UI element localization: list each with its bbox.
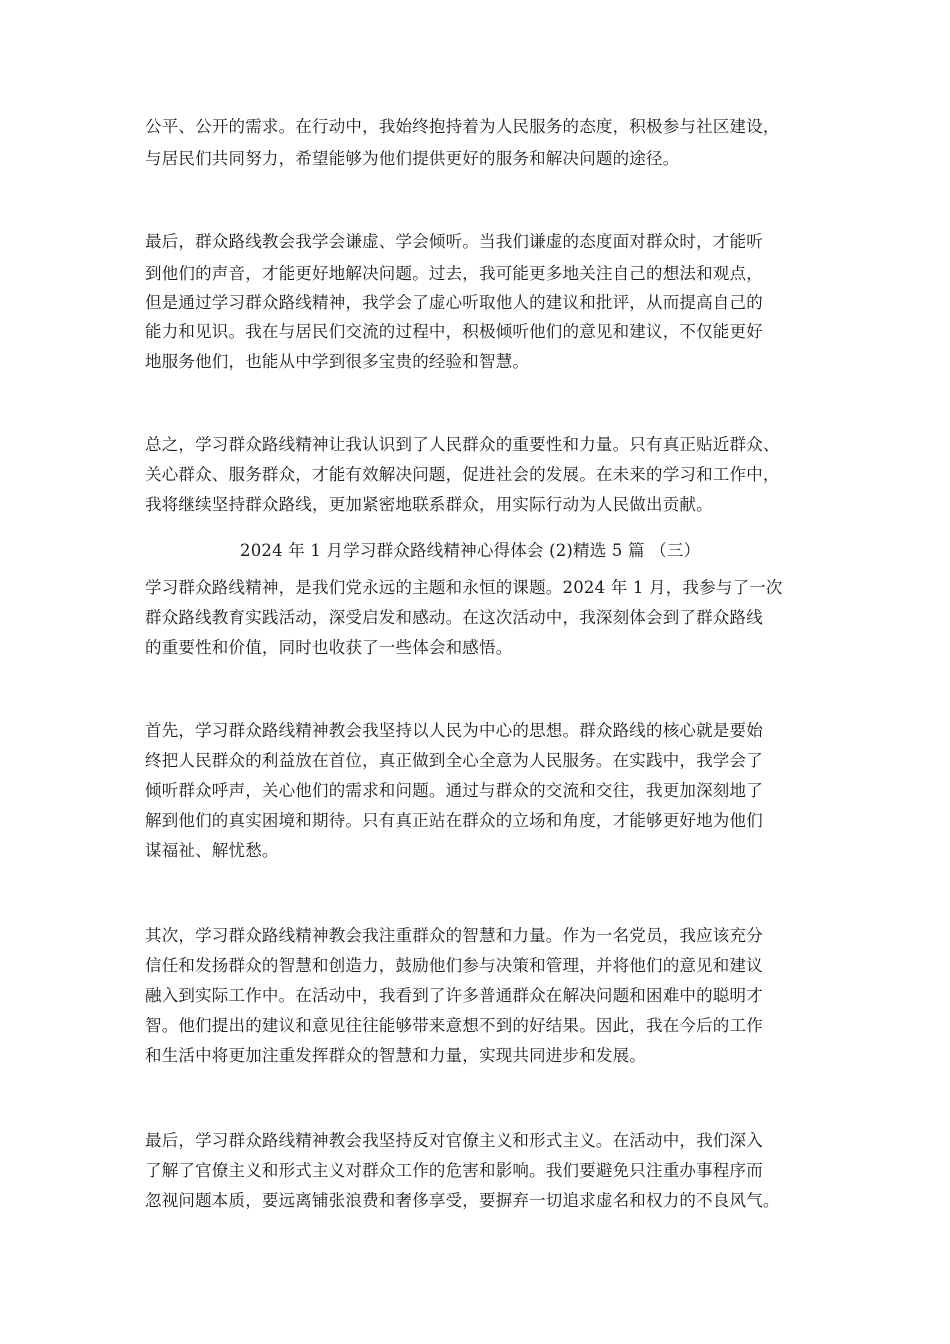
text-line: 首先，学习群众路线精神教会我坚持以人民为中心的思想。群众路线的核心就是要始 [145,721,763,740]
text-line: 的重要性和价值，同时也收获了一些体会和感悟。 [145,638,513,657]
text-line: 了解了官僚主义和形式主义对群众工作的危害和影响。我们要避免只注重办事程序而 [145,1161,763,1180]
text-line: 但是通过学习群众路线精神，我学会了虚心听取他人的建议和批评，从而提高自己的 [145,293,763,312]
text-line: 我将继续坚持群众路线，更加紧密地联系群众，用实际行动为人民做出贡献。 [145,495,713,514]
text-line: 与居民们共同努力，希望能够为他们提供更好的服务和解决问题的途径。 [145,149,680,168]
text-line: 地服务他们，也能从中学到很多宝贵的经验和智慧。 [145,352,530,371]
text-line: 忽视问题本质，要远离铺张浪费和奢侈享受，要摒弃一切追求虚名和权力的不良风气。 [145,1191,780,1210]
text-line: 终把人民群众的利益放在首位，真正做到全心全意为人民服务。在实践中，我学会了 [145,751,763,770]
text-line: 最后，群众路线教会我学会谦虚、学会倾听。当我们谦虚的态度面对群众时，才能听 [145,232,763,251]
text-line: 信任和发扬群众的智慧和创造力，鼓励他们参与决策和管理，并将他们的意见和建议 [145,956,763,975]
text-line: 其次，学习群众路线精神教会我注重群众的智慧和力量。作为一名党员，我应该充分 [145,926,763,945]
text-line: 和生活中将更加注重发挥群众的智慧和力量，实现共同进步和发展。 [145,1046,646,1065]
section-title: 2024 年 1 月学习群众路线精神心得体会 (2)精选 5 篇 （三） [240,541,701,560]
text-line: 谋福祉、解忧愁。 [145,841,279,860]
text-line: 关心群众、服务群众，才能有效解决问题，促进社会的发展。在未来的学习和工作中， [145,465,780,484]
text-line: 公平、公开的需求。在行动中，我始终抱持着为人民服务的态度，积极参与社区建设， [145,117,780,136]
text-line: 到他们的声音，才能更好地解决问题。过去，我可能更多地关注自己的想法和观点， [145,264,763,283]
text-line: 总之，学习群众路线精神让我认识到了人民群众的重要性和力量。只有真正贴近群众、 [145,435,780,454]
text-line: 最后，学习群众路线精神教会我坚持反对官僚主义和形式主义。在活动中，我们深入 [145,1131,763,1150]
text-line: 融入到实际工作中。在活动中，我看到了许多普通群众在解决问题和困难中的聪明才 [145,986,763,1005]
text-line: 能力和见识。我在与居民们交流的过程中，积极倾听他们的意见和建议，不仅能更好 [145,322,763,341]
text-line: 倾听群众呼声，关心他们的需求和问题。通过与群众的交流和交往，我更加深刻地了 [145,781,763,800]
text-line: 智。他们提出的建议和意见往往能够带来意想不到的好结果。因此，我在今后的工作 [145,1016,763,1035]
text-line: 解到他们的真实困境和期待。只有真正站在群众的立场和角度，才能够更好地为他们 [145,811,763,830]
text-line: 群众路线教育实践活动，深受启发和感动。在这次活动中，我深刻体会到了群众路线 [145,608,763,627]
text-line: 学习群众路线精神，是我们党永远的主题和永恒的课题。2024 年 1 月，我参与了一次 [145,578,783,597]
